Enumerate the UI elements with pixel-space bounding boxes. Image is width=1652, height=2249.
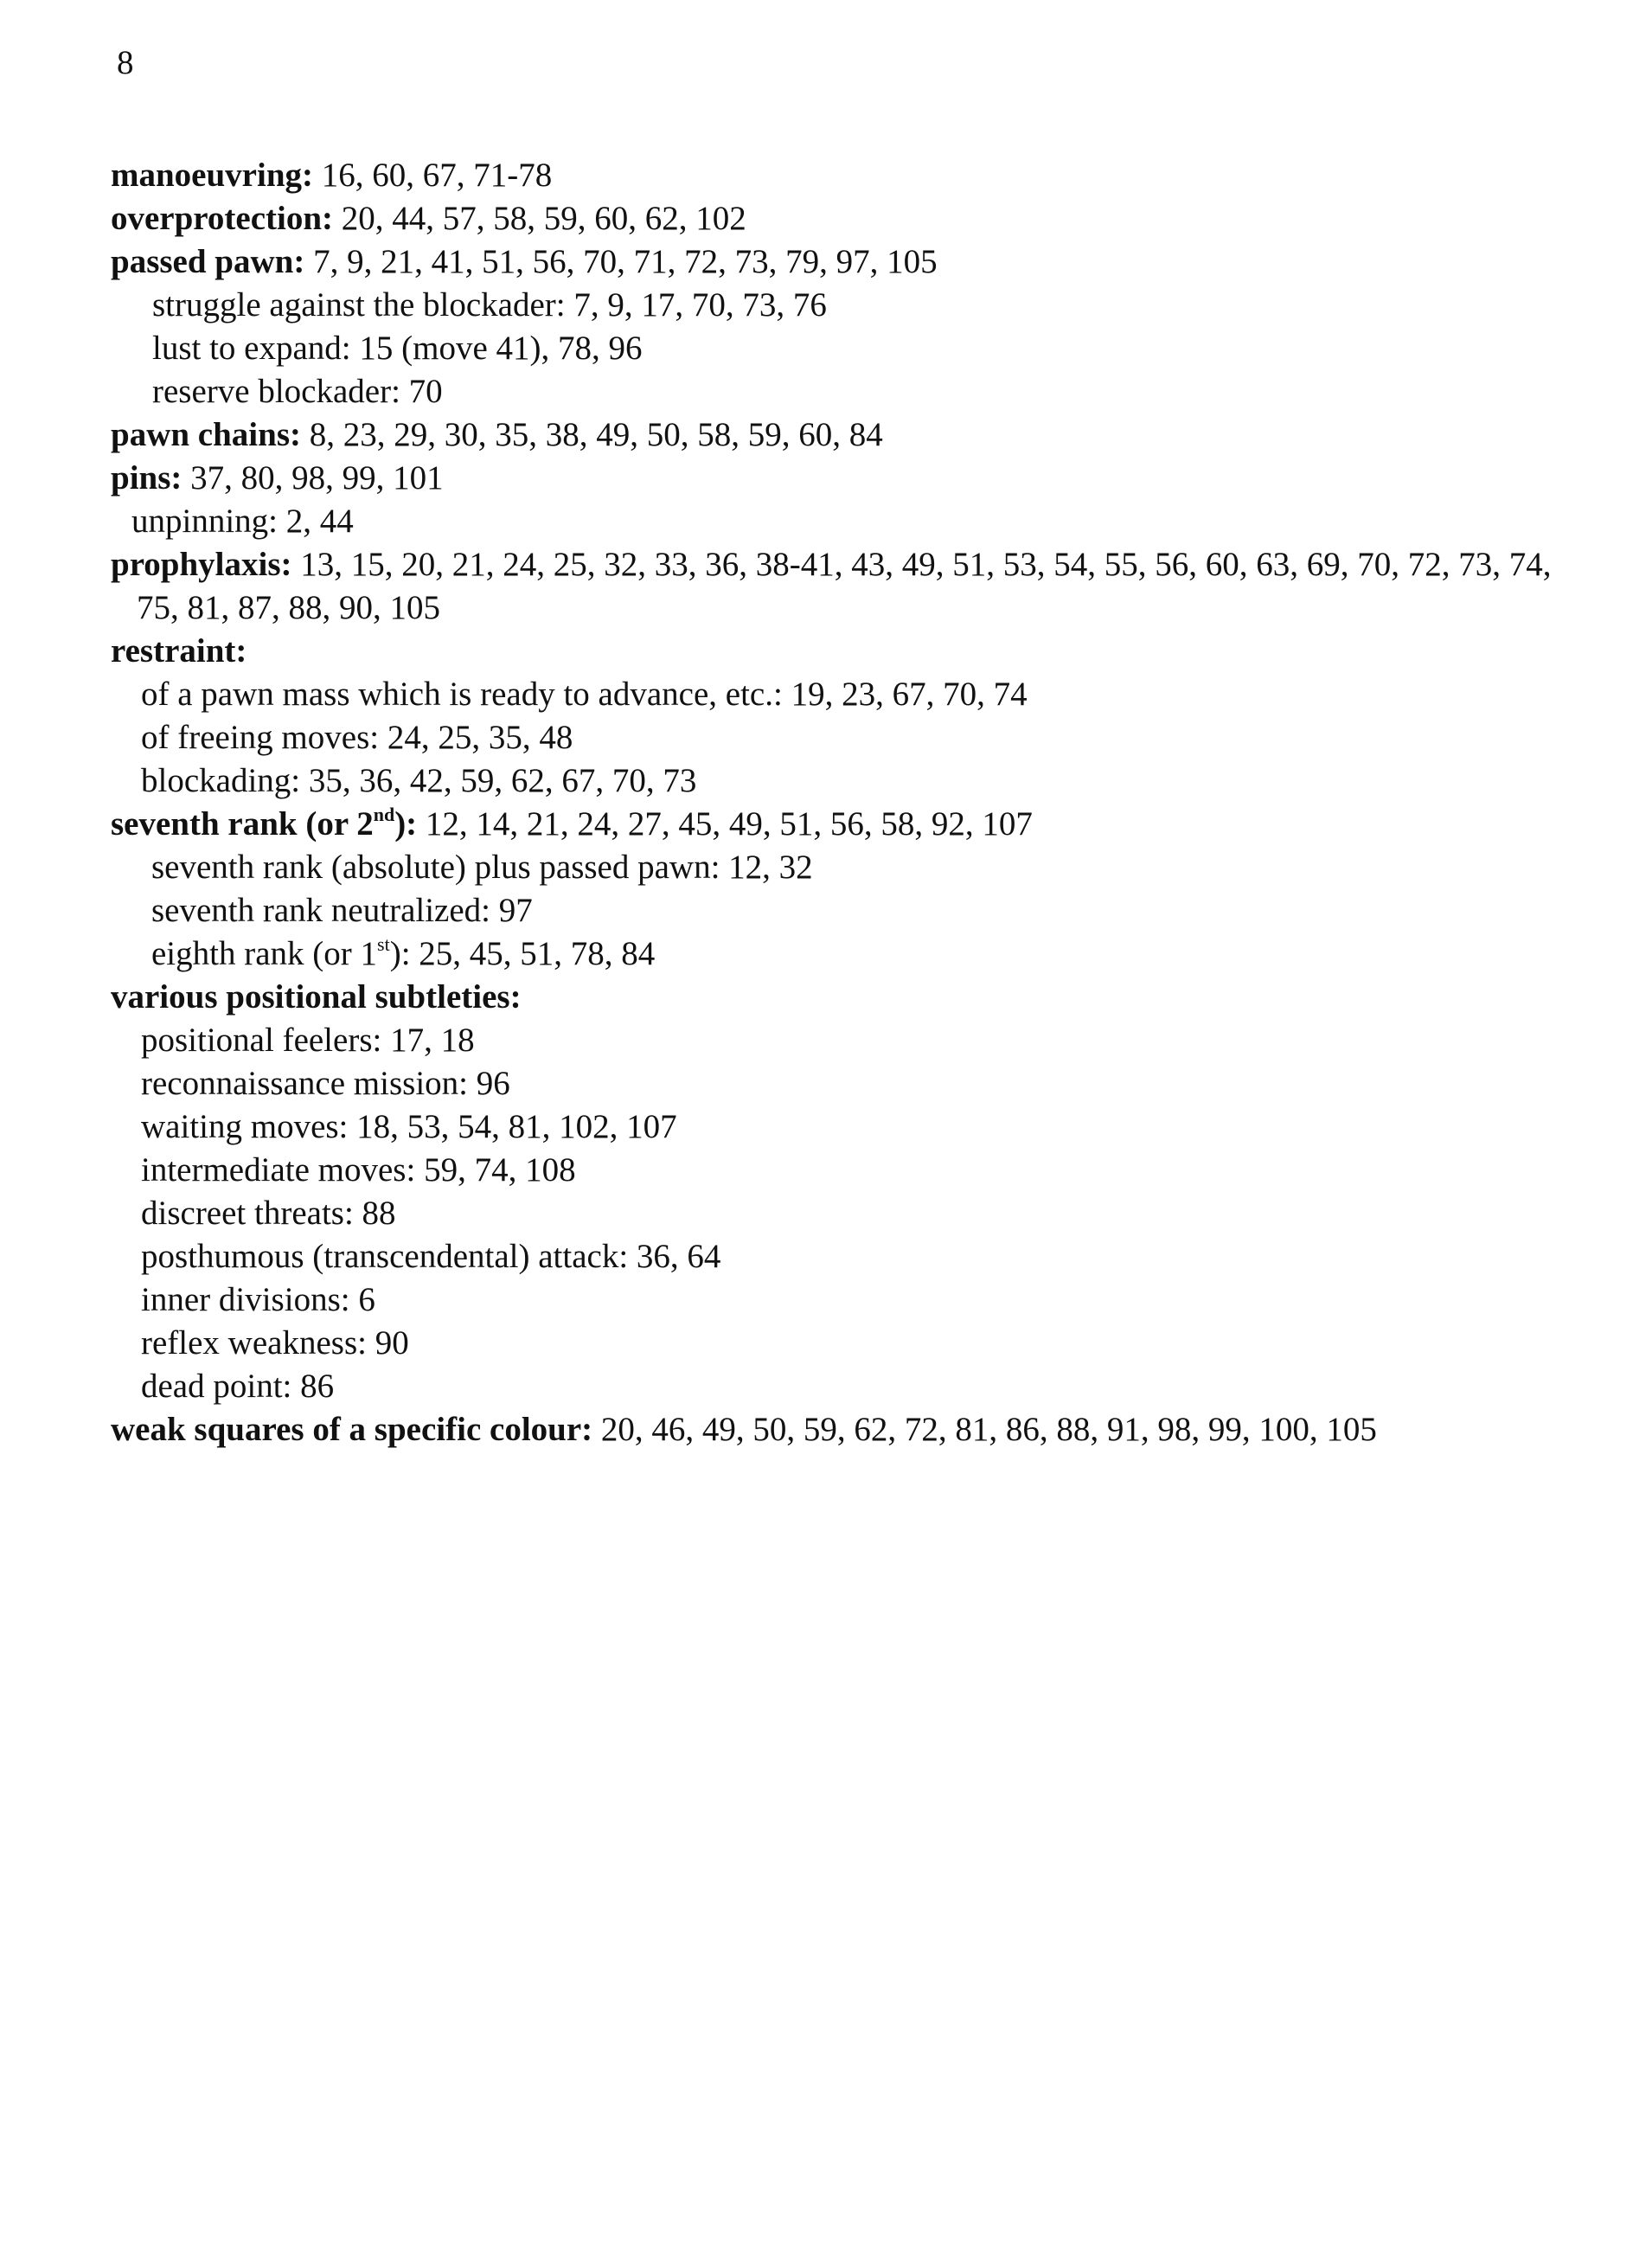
- index-entry-passed-pawn: [111, 240, 1581, 284]
- index-entry-various: [111, 976, 1581, 1019]
- index-term: pins:: [111, 459, 182, 497]
- index-pages: 12, 14, 21, 24, 27, 45, 49, 51, 56, 58, 92, 107: [425, 805, 1033, 843]
- index-pages: 13, 15, 20, 21, 24, 25, 32, 33, 36, 38-41, 43, 49, 51, 53, 54, 55, 56, 60, 63, 69, 70, 72, 73, 74, 75, 81, 87, 88, 90, 105: [137, 546, 1552, 626]
- index-subentry: of freeing moves: 24, 25, 35, 48: [141, 719, 573, 756]
- index-entry-pawn-chains: [111, 413, 1581, 457]
- index-term: various positional subtleties:: [111, 978, 522, 1016]
- index-term: [111, 805, 417, 843]
- index-subentry: blockading: 35, 36, 42, 59, 62, 67, 70, 73: [141, 762, 697, 799]
- index-subentry: discreet threats: 88: [141, 1195, 396, 1232]
- index-subentry: unpinning: 2, 44: [131, 503, 354, 540]
- index-term: restraint:: [111, 632, 247, 670]
- index-entry-seventh-rank: [111, 803, 1581, 846]
- index-subentry: of a pawn mass which is ready to advance, etc.: 19, 23, 67, 70, 74: [141, 676, 1028, 713]
- index-term: pawn chains:: [111, 416, 301, 453]
- index-subentry: lust to expand: 15 (move 41), 78, 96: [152, 330, 643, 367]
- index-subentry: reflex weakness: 90: [141, 1324, 409, 1362]
- term-text: seventh rank (or 2: [111, 805, 374, 843]
- index-entry-overprotection: [111, 197, 1581, 240]
- index-subentry: positional feelers: 17, 18: [141, 1022, 475, 1059]
- index-subentry: reconnaissance mission: 96: [141, 1065, 510, 1102]
- index-subentry: seventh rank (absolute) plus passed pawn: 12, 32: [151, 849, 813, 886]
- index-subentry: posthumous (transcendental) attack: 36, 64: [141, 1238, 721, 1275]
- subentry-text: ): 25, 45, 51, 78, 84: [389, 935, 656, 972]
- index-subentry: reserve blockader: 70: [152, 373, 443, 410]
- index-entry-manoeuvring: [111, 154, 1581, 197]
- index-subentry: struggle against the blockader: 7, 9, 17, 70, 73, 76: [152, 286, 827, 324]
- index-term: manoeuvring:: [111, 157, 313, 194]
- index-pages: 7, 9, 21, 41, 51, 56, 70, 71, 72, 73, 79, 97, 105: [313, 243, 938, 280]
- page-number: 8: [117, 44, 134, 81]
- index-term: overprotection:: [111, 200, 334, 237]
- index-term: prophylaxis:: [111, 546, 292, 583]
- index-subentry: waiting moves: 18, 53, 54, 81, 102, 107: [141, 1108, 677, 1145]
- term-text: ):: [394, 805, 418, 843]
- index-entry-weak-squares: [111, 1408, 1581, 1451]
- index-pages: 20, 46, 49, 50, 59, 62, 72, 81, 86, 88, 91, 98, 99, 100, 105: [600, 1411, 1377, 1448]
- index-entry-restraint: [111, 630, 1581, 673]
- subentry-superscript: st: [377, 933, 390, 955]
- index-subentry: intermediate moves: 59, 74, 108: [141, 1151, 576, 1189]
- index-pages: 37, 80, 98, 99, 101: [190, 459, 444, 497]
- index-list: [111, 154, 1581, 1451]
- index-subentry: seventh rank neutralized: 97: [151, 892, 533, 929]
- index-term: weak squares of a specific colour:: [111, 1411, 593, 1448]
- index-pages: 16, 60, 67, 71-78: [321, 157, 553, 194]
- index-subentry: inner divisions: 6: [141, 1281, 375, 1318]
- index-entry-prophylaxis: [111, 543, 1581, 630]
- subentry-text: eighth rank (or 1: [151, 935, 378, 972]
- index-entry-pins: [111, 457, 1581, 500]
- index-pages: 8, 23, 29, 30, 35, 38, 49, 50, 58, 59, 60, 84: [309, 416, 883, 453]
- term-superscript: nd: [373, 804, 395, 825]
- index-subentry-eighth-rank: [111, 932, 1581, 976]
- index-pages: 20, 44, 57, 58, 59, 60, 62, 102: [341, 200, 746, 237]
- index-subentry: dead point: 86: [141, 1368, 335, 1405]
- index-term: passed pawn:: [111, 243, 305, 280]
